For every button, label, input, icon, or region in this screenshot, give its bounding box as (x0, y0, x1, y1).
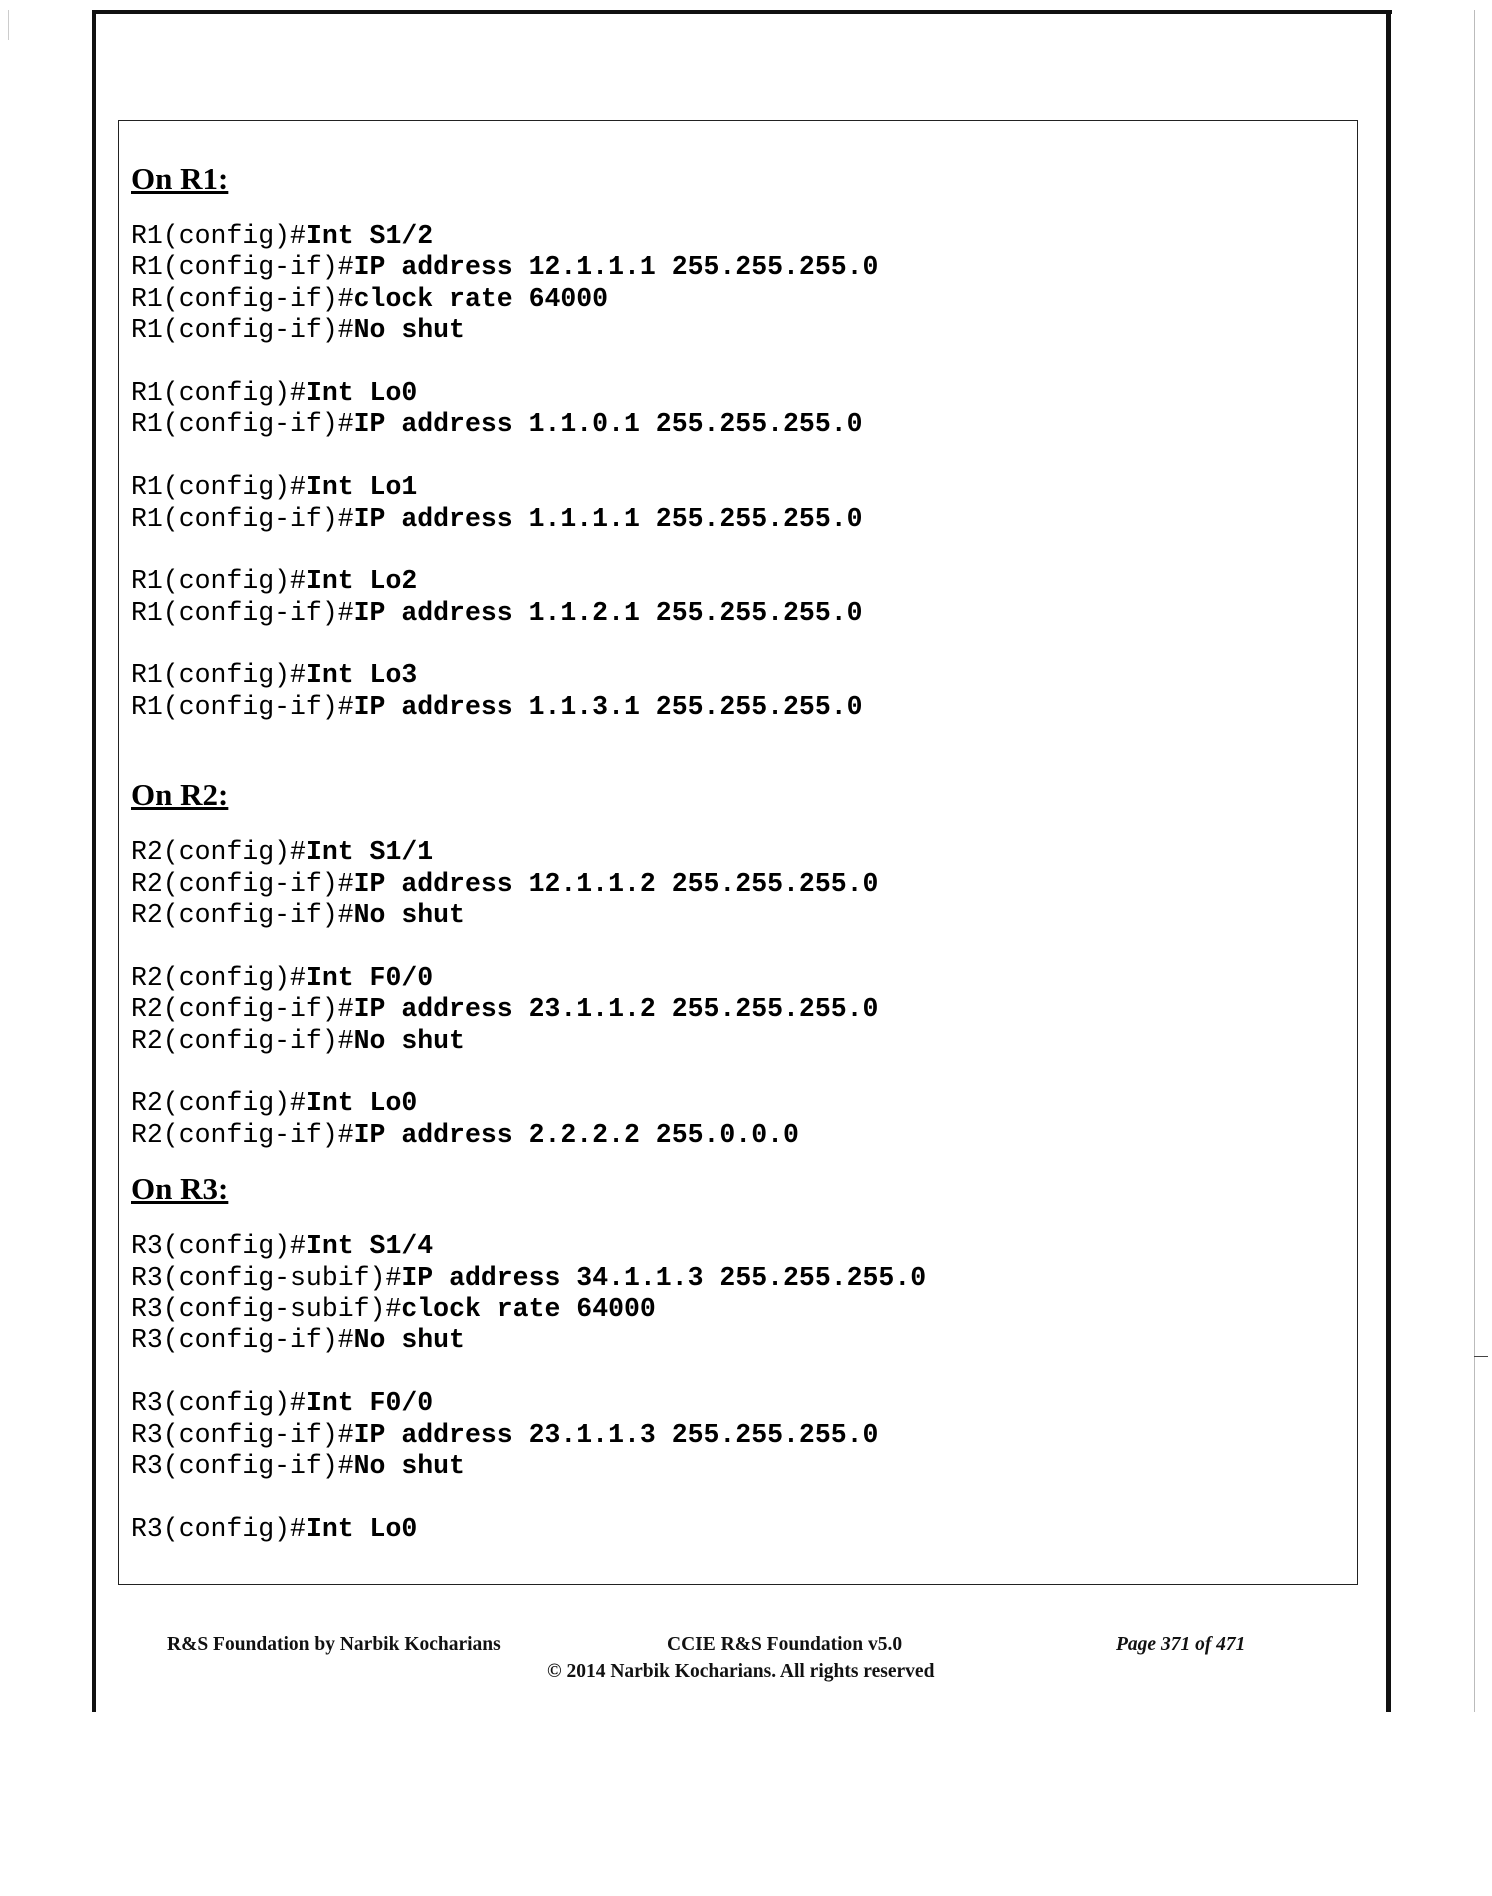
cli-prompt: R2(config)# (131, 837, 306, 868)
cli-prompt: R1(config-if)# (131, 252, 354, 283)
config-line (131, 1088, 1347, 1119)
page-frame-top (92, 10, 1392, 14)
cli-prompt: R2(config-if)# (131, 1025, 354, 1056)
cli-prompt: R3(config)# (131, 1513, 306, 1544)
cli-prompt: R1(config-if)# (131, 503, 354, 534)
section-heading: On R2: (131, 777, 229, 813)
cli-command: Int Lo1 (305, 472, 418, 503)
cli-prompt: R1(config-if)# (131, 409, 354, 440)
cli-prompt: R2(config-if)# (131, 868, 354, 899)
cli-prompt: R1(config-if)# (131, 283, 354, 314)
config-line (131, 472, 1347, 503)
cli-command: Int S1/2 (305, 221, 434, 251)
cli-command: Int Lo3 (305, 660, 418, 691)
config-line (131, 1026, 1347, 1057)
config-line (131, 869, 1347, 900)
cli-command: IP address 1.1.3.1 255.255.255.0 (353, 691, 863, 722)
config-line (131, 994, 1347, 1025)
cli-prompt: R2(config)# (131, 962, 306, 993)
config-line (131, 1263, 1347, 1294)
config-box (118, 120, 1358, 1585)
cli-prompt: R1(config)# (131, 221, 306, 251)
config-line (131, 1451, 1347, 1482)
cli-prompt: R2(config-if)# (131, 994, 354, 1025)
config-line (131, 284, 1347, 315)
config-line (131, 1231, 1347, 1262)
config-line (131, 1514, 1347, 1545)
cli-prompt: R2(config-if)# (131, 900, 354, 931)
cli-prompt: R1(config)# (131, 660, 306, 691)
config-line (131, 504, 1347, 535)
cli-command: IP address 1.1.1.1 255.255.255.0 (353, 503, 863, 534)
config-line (131, 963, 1347, 994)
cli-command: IP address 34.1.1.3 255.255.255.0 (401, 1262, 927, 1293)
section-heading: On R3: (131, 1171, 229, 1207)
config-line (131, 837, 1347, 868)
config-line (131, 1325, 1347, 1356)
footer-author: R&S Foundation by Narbik Kocharians (167, 1634, 501, 1655)
config-line (131, 566, 1347, 597)
config-content (131, 159, 1347, 1545)
config-line (131, 692, 1347, 723)
scan-left-mark (8, 10, 9, 40)
cli-command: No shut (353, 900, 465, 931)
cli-command: IP address 1.1.2.1 255.255.255.0 (353, 597, 863, 628)
cli-command: Int S1/1 (305, 837, 434, 868)
config-line (131, 1294, 1347, 1325)
cli-command: Int Lo0 (305, 1513, 418, 1544)
cli-command: Int F0/0 (305, 1388, 434, 1419)
cli-command: Int Lo0 (305, 1088, 418, 1119)
config-line (131, 252, 1347, 283)
cli-prompt: R3(config-subif)# (131, 1293, 402, 1324)
cli-command: Int S1/4 (305, 1231, 434, 1262)
scan-edge-tick (1474, 1356, 1488, 1357)
cli-command: IP address 1.1.0.1 255.255.255.0 (353, 409, 863, 440)
cli-command: IP address 23.1.1.3 255.255.255.0 (353, 1419, 879, 1450)
config-line (131, 1388, 1347, 1419)
cli-prompt: R2(config-if)# (131, 1119, 354, 1150)
config-line (131, 1120, 1347, 1151)
scan-edge-line (1474, 10, 1475, 1712)
cli-prompt: R3(config-if)# (131, 1325, 354, 1356)
cli-command: No shut (353, 1325, 465, 1356)
cli-command: No shut (353, 315, 465, 346)
cli-prompt: R3(config)# (131, 1388, 306, 1419)
cli-prompt: R3(config-subif)# (131, 1262, 402, 1293)
config-line (131, 900, 1347, 931)
footer-book-title: CCIE R&S Foundation v5.0 (667, 1634, 903, 1655)
cli-prompt: R1(config)# (131, 472, 306, 503)
cli-command: Int F0/0 (305, 962, 434, 993)
cli-command: No shut (353, 1025, 465, 1056)
config-line (131, 315, 1347, 346)
page-frame-left (92, 10, 96, 1712)
cli-command: IP address 2.2.2.2 255.0.0.0 (353, 1119, 799, 1150)
config-line (131, 409, 1347, 440)
cli-prompt: R1(config)# (131, 566, 306, 597)
page-footer (92, 1634, 1392, 1694)
cli-command: clock rate 64000 (353, 283, 609, 314)
section-heading: On R1: (131, 161, 229, 196)
footer-copyright: © 2014 Narbik Kocharians. All rights reserved (547, 1661, 935, 1682)
config-line (131, 378, 1347, 409)
cli-prompt: R1(config)# (131, 377, 306, 408)
cli-command: IP address 12.1.1.2 255.255.255.0 (353, 868, 879, 899)
cli-command: Int Lo2 (305, 566, 418, 597)
page-frame-right (1386, 10, 1391, 1712)
cli-prompt: R3(config)# (131, 1231, 306, 1262)
cli-prompt: R1(config-if)# (131, 597, 354, 628)
cli-prompt: R3(config-if)# (131, 1450, 354, 1481)
cli-command: IP address 23.1.1.2 255.255.255.0 (353, 994, 879, 1025)
cli-prompt: R1(config-if)# (131, 315, 354, 346)
config-line (131, 221, 1347, 252)
cli-command: Int Lo0 (305, 377, 418, 408)
cli-command: clock rate 64000 (401, 1293, 656, 1324)
cli-prompt: R1(config-if)# (131, 691, 354, 722)
cli-command: No shut (353, 1450, 465, 1481)
cli-prompt: R2(config)# (131, 1088, 306, 1119)
config-line (131, 598, 1347, 629)
config-line (131, 660, 1347, 691)
cli-command: IP address 12.1.1.1 255.255.255.0 (353, 252, 879, 283)
cli-prompt: R3(config-if)# (131, 1419, 354, 1450)
footer-page-number: Page 371 of 471 (1116, 1634, 1246, 1655)
config-line (131, 1420, 1347, 1451)
